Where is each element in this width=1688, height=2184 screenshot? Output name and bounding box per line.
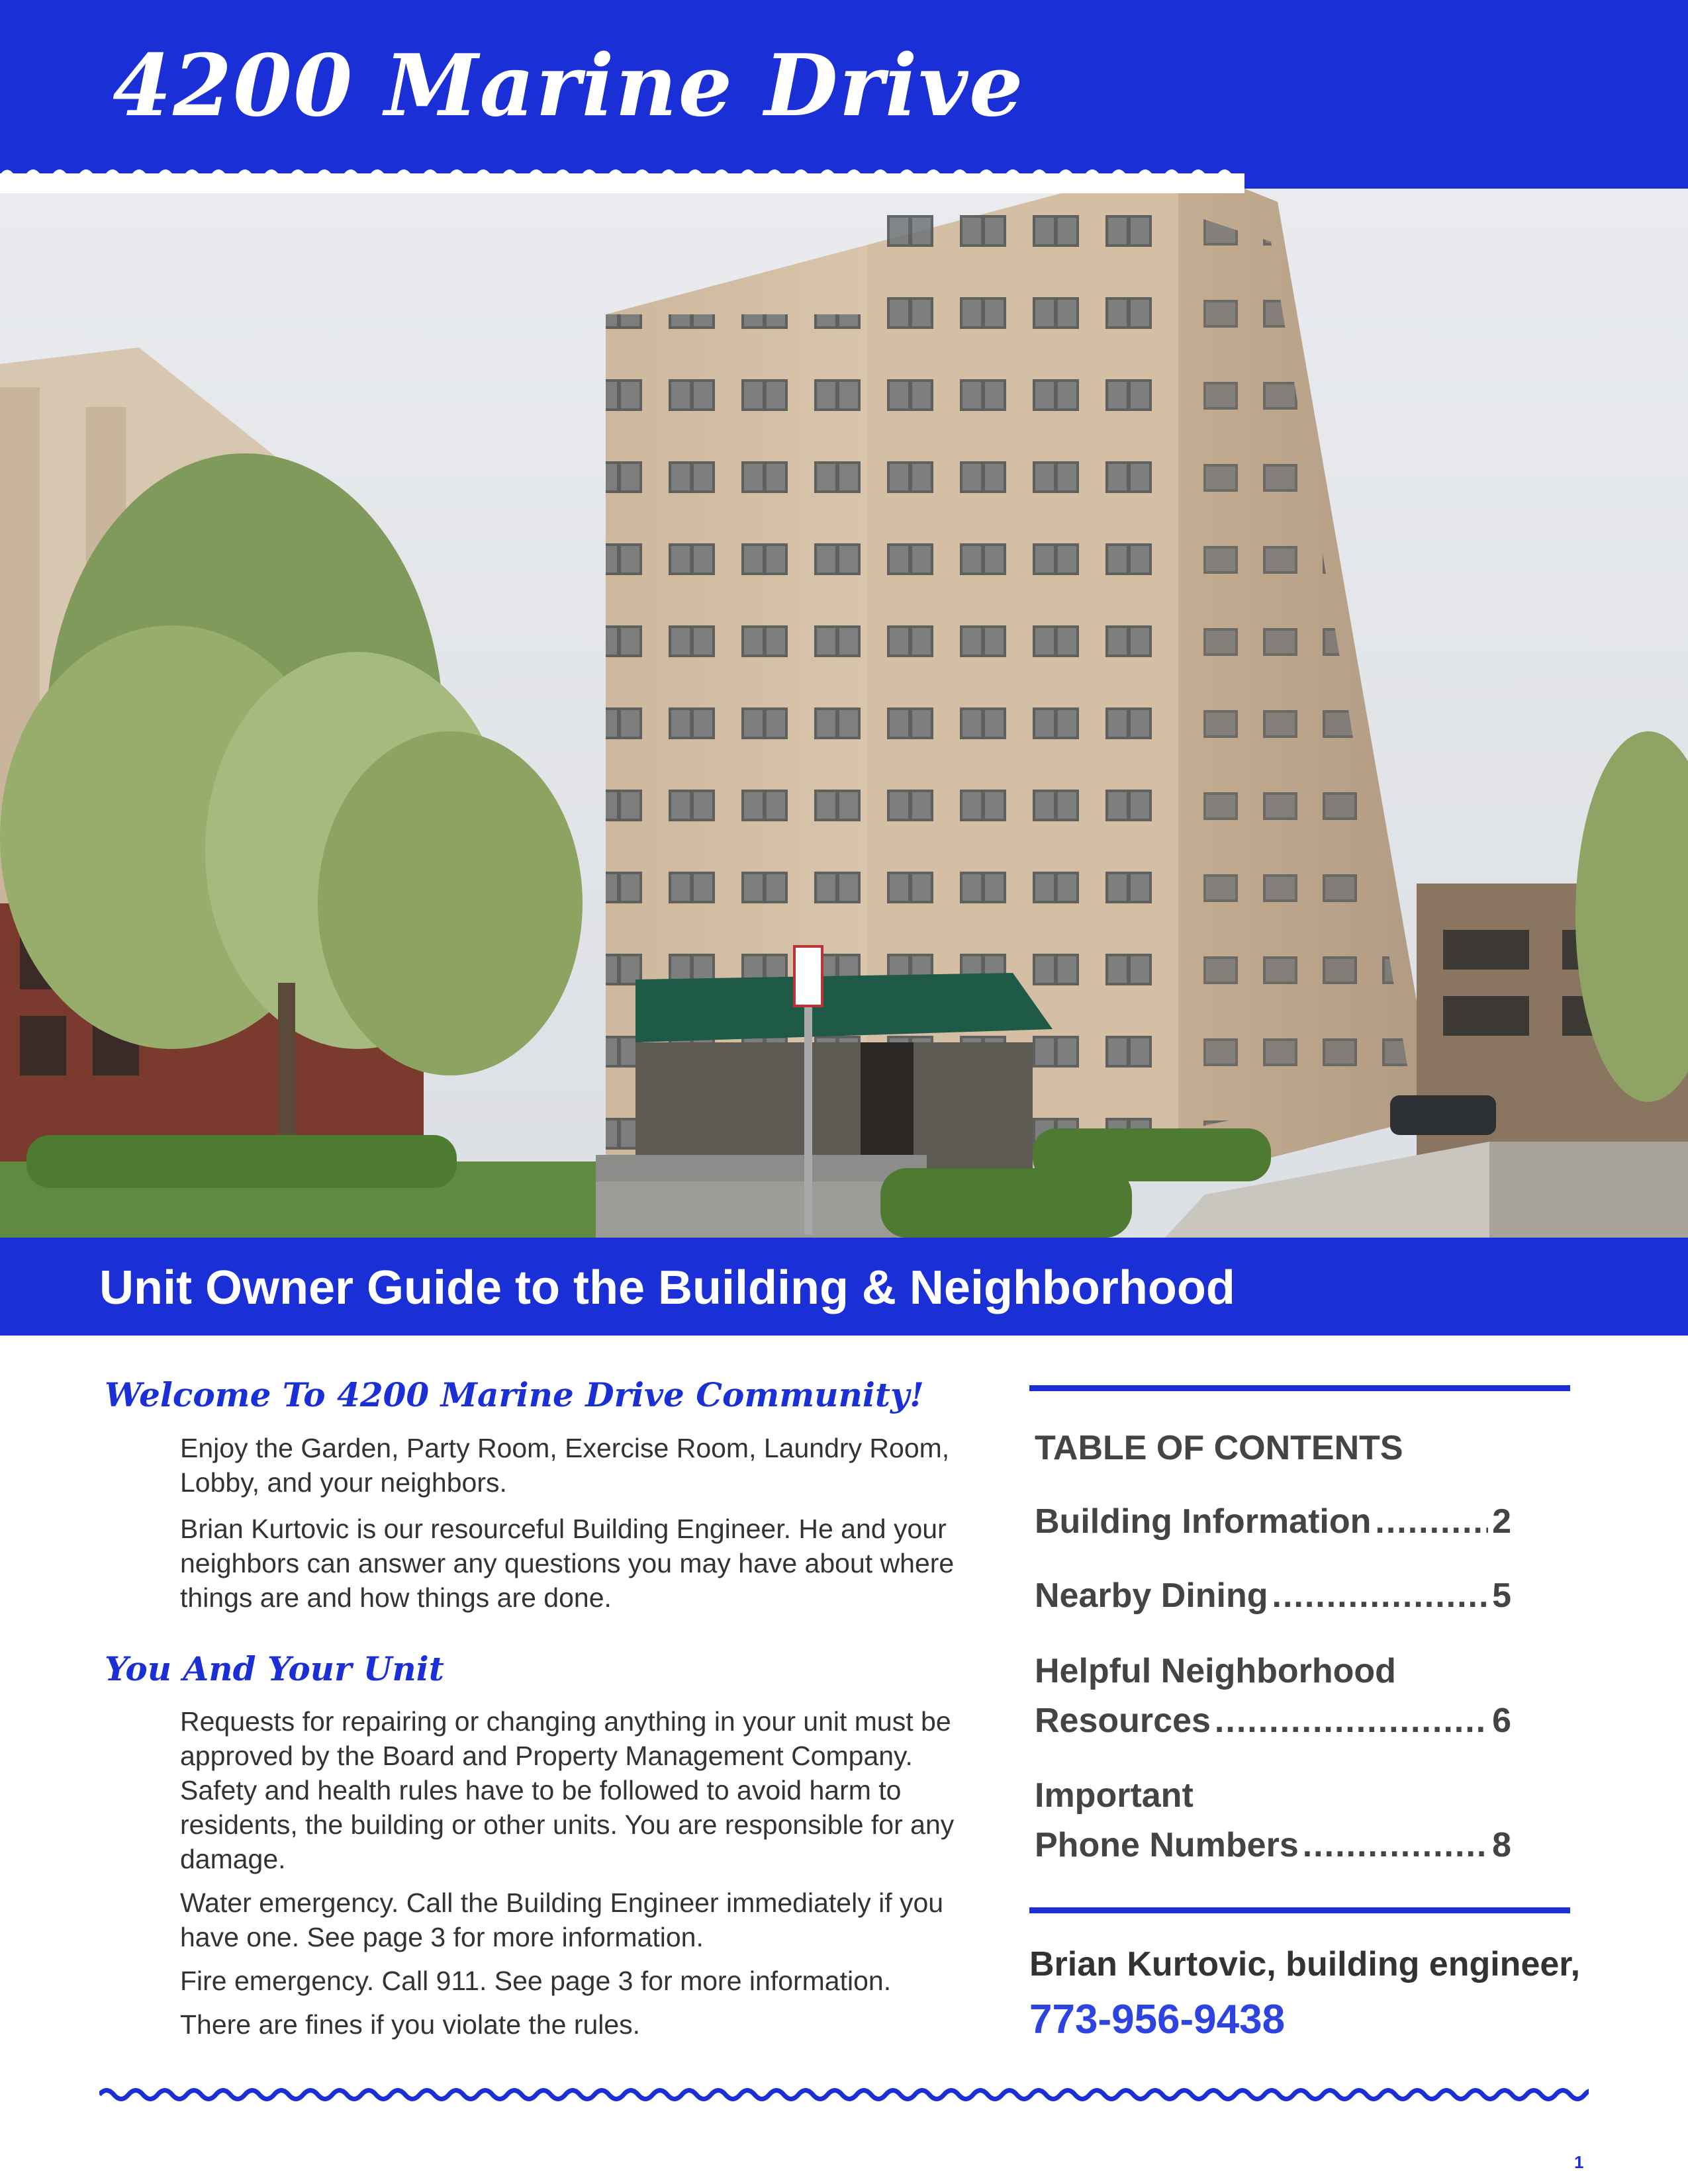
welcome-heading: Welcome To 4200 Marine Drive Community! xyxy=(105,1375,924,1414)
toc-label: Helpful Neighborhood xyxy=(1035,1652,1396,1690)
toc-page: 2 xyxy=(1492,1502,1511,1541)
engineer-label: Brian Kurtovic, building engineer, xyxy=(1029,1945,1581,1983)
unit-paragraph-4: There are fines if you violate the rules. xyxy=(180,2009,641,2040)
welcome-paragraph-2: Brian Kurtovic is our resourceful Building Engineer. He and your neighbors can answer any questions you may have about where things are and how things are done. xyxy=(180,1514,955,1613)
unit-text xyxy=(180,1704,994,2042)
toc-label-line-2: Resources xyxy=(1035,1702,1211,1740)
page-number: 1 xyxy=(1574,2152,1584,2172)
toc-label: Building Information xyxy=(1035,1502,1372,1541)
footer-wave-border xyxy=(99,2078,1589,2111)
toc-page: 8 xyxy=(1492,1826,1511,1864)
unit-paragraph-3: Fire emergency. Call 911. See page 3 for more information. xyxy=(180,1966,892,1996)
building-photo xyxy=(0,189,1688,1238)
toc-top-rule xyxy=(1029,1385,1570,1391)
welcome-paragraph-1: Enjoy the Garden, Party Room, Exercise Room, Laundry Room, Lobby, and your neighbors. xyxy=(180,1433,950,1498)
toc-page: 6 xyxy=(1492,1702,1511,1740)
building-illustration xyxy=(0,189,1688,1238)
welcome-text xyxy=(180,1431,994,1615)
toc-label-line-2: Phone Numbers xyxy=(1035,1826,1299,1864)
toc-item-important-phone-numbers[interactable] xyxy=(1035,1771,1511,1870)
toc-item-helpful-neighborhood-resources[interactable] xyxy=(1035,1647,1511,1746)
engineer-phone[interactable]: 773-956-9438 xyxy=(1029,1997,1286,2042)
toc-bottom-rule xyxy=(1029,1907,1570,1913)
toc-title: TABLE OF CONTENTS xyxy=(1035,1429,1403,1467)
header-wave-border xyxy=(0,154,1244,193)
subtitle: Unit Owner Guide to the Building & Neighborhood xyxy=(99,1261,1235,1314)
unit-paragraph-1: Requests for repairing or changing anything in your unit must be approved by the Board and Property Management Company. Safety and health rules have to be followed to avoid harm to residents, the building or other units. You are responsible for any damage. xyxy=(180,1706,955,1874)
toc-item-nearby-dining[interactable] xyxy=(1035,1571,1511,1621)
toc-label: Nearby Dining xyxy=(1035,1576,1268,1615)
unit-heading: You And Your Unit xyxy=(105,1649,444,1688)
toc-page: 5 xyxy=(1492,1576,1511,1615)
toc-label: Important xyxy=(1035,1776,1194,1815)
unit-paragraph-2: Water emergency. Call the Building Engineer immediately if you have one. See page 3 for more information. xyxy=(180,1888,944,1952)
page-title: 4200 Marine Drive xyxy=(113,36,1025,136)
toc-item-building-information[interactable] xyxy=(1035,1497,1511,1547)
